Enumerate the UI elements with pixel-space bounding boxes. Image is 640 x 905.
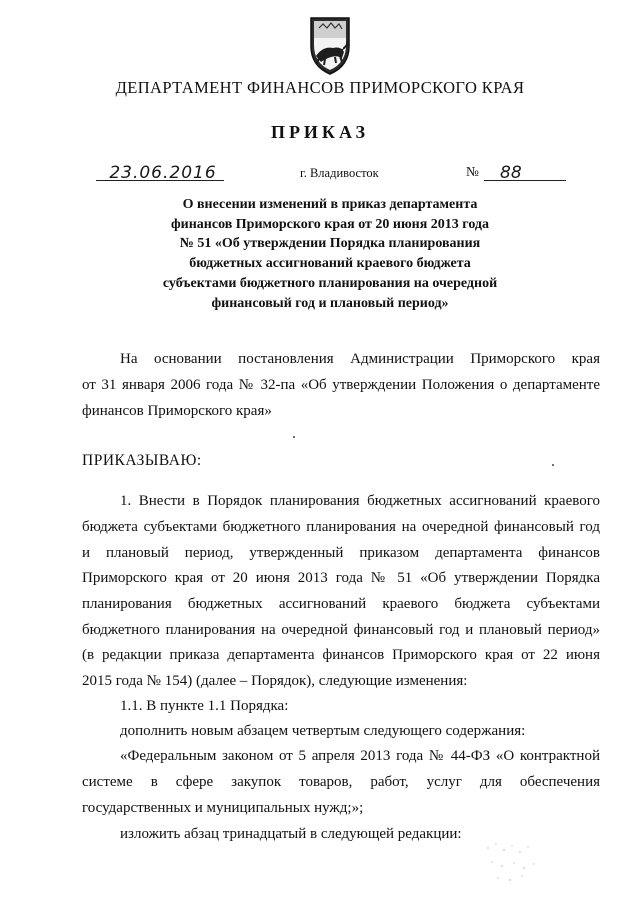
item1-line: Приморского края от 20 июня 2013 года № 51 «Об утверждении Порядка: [82, 570, 600, 586]
subject-line: финансовый год и плановый период»: [211, 295, 449, 311]
scan-speck: [552, 464, 554, 466]
coat-of-arms-emblem: [297, 12, 363, 78]
date-underline: [96, 180, 224, 181]
subitem-1-1: 1.1. В пункте 1.1 Порядка:: [120, 698, 289, 714]
subitem-add-paragraph: дополнить новым абзацем четвертым следующего содержания:: [120, 723, 526, 739]
preamble-line: от 31 января 2006 года № 32-па «Об утверждении Положения о департаменте: [82, 377, 600, 393]
item1-line: (в редакции приказа департамента финансов Приморского края от 22 июня: [82, 647, 600, 663]
number-sign: №: [466, 164, 479, 179]
quote-line: системе в сфере закупок товаров, работ, услуг для обеспечения: [82, 774, 600, 790]
document-type-title: ПРИКАЗ: [270, 122, 370, 142]
item1-line: бюджета субъектами бюджетного планирования на очередной финансовый год: [82, 519, 600, 535]
item1-line: и плановый период, утвержденный приказом департамента финансов: [82, 545, 600, 561]
subject-line: бюджетных ассигнований краевого бюджета: [189, 256, 471, 272]
item1-line: 1. Внести в Порядок планирования бюджетных ассигнований краевого: [120, 493, 600, 509]
number-underline: [484, 180, 566, 181]
subject-line: О внесении изменений в приказ департамента: [182, 197, 478, 212]
preamble-line: На основании постановления Администрации Приморского края: [120, 351, 600, 367]
order-directive: ПРИКАЗЫВАЮ:: [82, 452, 202, 469]
preamble-line: финансов Приморского края»: [82, 403, 272, 419]
subitem-replace-paragraph: изложить абзац тринадцатый в следующей редакции:: [120, 826, 462, 842]
city-name: г. Владивосток: [300, 166, 379, 180]
item1-line: 2015 года № 154) (далее – Порядок), следующие изменения:: [82, 673, 468, 689]
subject-line: субъектами бюджетного планирования на очередной: [162, 275, 498, 291]
scan-smudge: [478, 836, 548, 886]
department-name: ДЕПАРТАМЕНТ ФИНАНСОВ ПРИМОРСКОГО КРАЯ: [115, 78, 525, 97]
quote-line: государственных и муниципальных нужд;»;: [82, 800, 364, 816]
order-subject: [110, 195, 550, 313]
item1-line: бюджетного планирования на очередной финансовый год и плановый период»: [82, 622, 600, 638]
subject-line: финансов Приморского края от 20 июня 2013 года: [170, 216, 489, 232]
quote-line: «Федеральным законом от 5 апреля 2013 года № 44-ФЗ «О контрактной: [120, 748, 600, 764]
handwritten-number: 88: [500, 163, 522, 183]
scan-speck: [293, 436, 295, 438]
handwritten-date: 23.06.2016: [109, 163, 217, 183]
subject-line: № 51 «Об утверждении Порядка планирования: [179, 236, 481, 252]
item1-line: планирования бюджетных ассигнований краевого бюджета субъектами: [82, 596, 600, 612]
